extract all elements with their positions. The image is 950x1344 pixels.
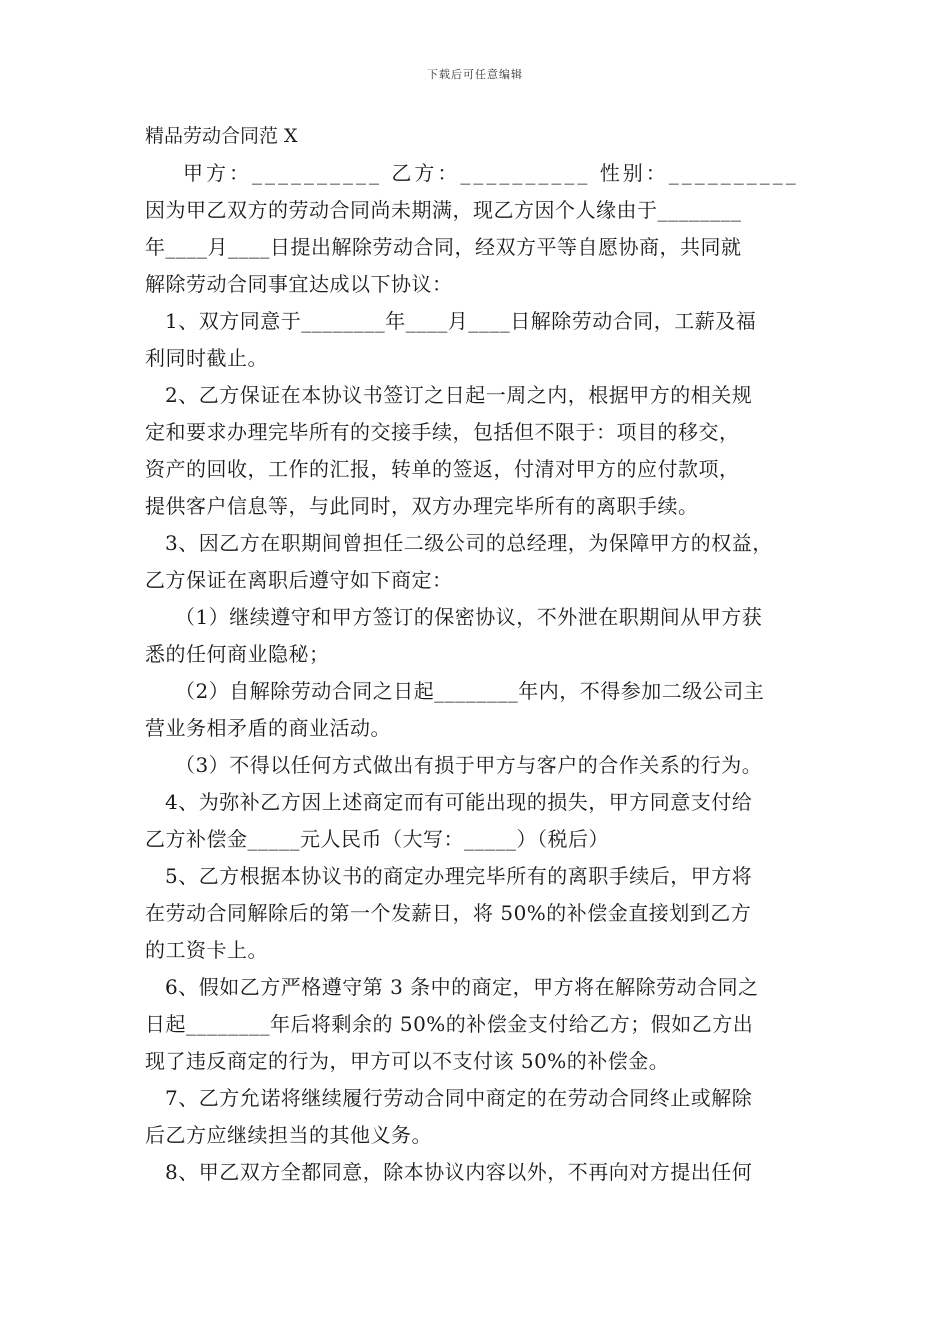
- clause-5-line: 在劳动合同解除后的第一个发薪日，将 50%的补偿金直接划到乙方: [145, 901, 752, 925]
- paragraph-line: 年____月____日提出解除劳动合同，经双方平等自愿协商，共同就: [145, 235, 742, 259]
- clause-2-line: 提供客户信息等，与此同时，双方办理完毕所有的离职手续。: [145, 494, 699, 518]
- clause-1-line: 利同时截止。: [145, 346, 268, 370]
- clause-6-line: 现了违反商定的行为，甲方可以不支付该 50%的补偿金。: [145, 1049, 670, 1073]
- clause-6-line: 日起________年后将剩余的 50%的补偿金支付给乙方；假如乙方出: [145, 1012, 754, 1036]
- parties-line: 甲方：__________ 乙方：__________ 性别：__________: [183, 161, 799, 185]
- clause-3-line: 乙方保证在离职后遵守如下商定：: [145, 568, 453, 592]
- sub-clause-1-line: （1）继续遵守和甲方签订的保密协议，不外泄在职期间从甲方获: [175, 605, 763, 629]
- sub-clause-1-line: 悉的任何商业隐秘；: [145, 642, 330, 666]
- clause-2-line: 资产的回收，工作的汇报，转单的签返，付清对甲方的应付款项，: [145, 457, 740, 481]
- clause-2-line: 2、乙方保证在本协议书签订之日起一周之内，根据甲方的相关规: [165, 383, 753, 407]
- clause-5-line: 的工资卡上。: [145, 938, 268, 962]
- header-note: 下载后可任意编辑: [427, 68, 523, 81]
- clause-4-line: 乙方补偿金_____元人民币（大写：_____）（税后）: [145, 827, 609, 851]
- sub-clause-2-line: （2）自解除劳动合同之日起________年内，不得参加二级公司主: [175, 679, 765, 703]
- document-body: [145, 118, 810, 1191]
- sub-clause-3-line: （3）不得以任何方式做出有损于甲方与客户的合作关系的行为。: [175, 753, 763, 777]
- paragraph-line: 解除劳动合同事宜达成以下协议：: [145, 272, 453, 296]
- paragraph-line: 因为甲乙双方的劳动合同尚未期满，现乙方因个人缘由于________: [145, 198, 742, 222]
- document-title: 精品劳动合同范 X: [145, 125, 298, 147]
- clause-5-line: 5、乙方根据本协议书的商定办理完毕所有的离职手续后，甲方将: [165, 864, 753, 888]
- clause-7-line: 7、乙方允诺将继续履行劳动合同中商定的在劳动合同终止或解除: [165, 1086, 753, 1110]
- clause-4-line: 4、为弥补乙方因上述商定而有可能出现的损失，甲方同意支付给: [165, 790, 753, 814]
- clause-7-line: 后乙方应继续担当的其他义务。: [145, 1123, 432, 1147]
- clause-3-line: 3、因乙方在职期间曾担任二级公司的总经理，为保障甲方的权益，: [165, 531, 773, 555]
- clause-1-line: 1、双方同意于________年____月____日解除劳动合同，工薪及福: [165, 309, 757, 333]
- clause-6-line: 6、假如乙方严格遵守第 3 条中的商定，甲方将在解除劳动合同之: [165, 975, 759, 999]
- clause-2-line: 定和要求办理完毕所有的交接手续，包括但不限于：项目的移交，: [145, 420, 740, 444]
- sub-clause-2-line: 营业务相矛盾的商业活动。: [145, 716, 391, 740]
- clause-8-line: 8、甲乙双方全都同意，除本协议内容以外，不再向对方提出任何: [165, 1160, 753, 1184]
